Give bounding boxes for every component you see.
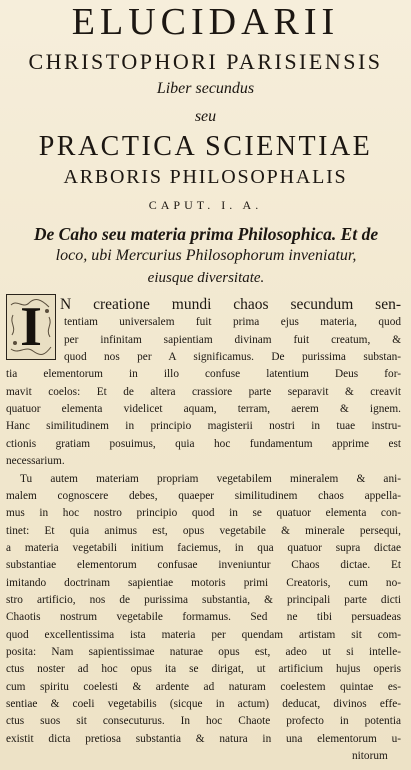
body-line: necessarium. xyxy=(6,455,65,468)
body-line: sentiae & coeli vegetabilis (sicque in actum) deducat, divinos effe- xyxy=(6,698,401,711)
body-line: Chaotis nostrum vegetabile formamus. Sed ne tibi persuadeas xyxy=(6,611,401,624)
body-line: tia elementorum in illo confuse latentium Deus for- xyxy=(6,368,401,381)
chapter-heading: CAPUT. I. A. xyxy=(148,198,263,212)
title-line-1: ELUCIDARII xyxy=(71,1,340,43)
body-line: Tu autem materiam propriam vegetabilem mineralem & ani- xyxy=(20,472,401,485)
drop-cap xyxy=(6,294,56,360)
body-line: mavit coelos: Et de altera crassiore parte separavit & creavit xyxy=(6,385,401,398)
subtitle-line-2: loco, ubi Mercurius Philosophorum inveniatur, xyxy=(55,247,357,264)
body-line: existit dicta pretiosa substantia & natura in una elementorum u- xyxy=(6,732,401,745)
body-line: posita: Nam sapientissimae naturae opus est, adeo ut si intelle- xyxy=(6,646,401,658)
body-line: stro artificio, nos de purissima substantia, & principali parte dicti xyxy=(6,593,401,606)
body-line: ctus suos sit consecuturus. In hoc Chaote profecto in potentia xyxy=(6,715,401,728)
title-line-4: ARBORIS PHILOSOPHALIS xyxy=(63,166,348,188)
body-line: N creatione mundi chaos secundum sen- xyxy=(60,296,401,313)
body-line: tinet: Et quia animus est, opus vegetabile & minerale persequi, xyxy=(6,524,401,537)
body-line: quod excellentissima ista materia per quendam artistam sit com- xyxy=(6,628,401,641)
title-line-3: PRACTICA SCIENTIAE xyxy=(38,131,373,162)
book-line: Liber secundus xyxy=(156,80,255,97)
body-line: Hanc similitudinem in principio magisterii nostri in tuae instru- xyxy=(6,420,401,433)
body-line: per infinitam sapientiam divinam fuit creatum, & xyxy=(64,333,401,346)
body-line: malem cognoscere debes, quaeper similitudinem chaos appella- xyxy=(6,489,401,502)
seu-line: seu xyxy=(194,108,217,125)
body-line: quatuor elementa videlicet aquam, terram, aerem & ignem. xyxy=(6,403,401,416)
subtitle-line-1: De Caho seu materia prima Philosophica. Et de xyxy=(33,224,379,244)
drop-cap-letter: I xyxy=(20,296,42,358)
body-line: substantiae elementorum confusae inveniuntur Chaos dictae. Et xyxy=(6,559,401,572)
subtitle-line-3: eiusque diversitate. xyxy=(147,270,265,286)
body-line: mus in hoc nostro principio quod in se quatuor elementa con- xyxy=(6,507,401,520)
body-line: ctus noster ad hoc opus ita se dirigat, ut artificium hujus operis xyxy=(6,663,401,676)
body-line: nitorum xyxy=(352,750,388,763)
body-line: ctionis gratiam posuimus, quia hoc fundamentum apprime est xyxy=(6,437,401,450)
body-line: a materia vegetabili initium faciemus, in qua quatuor supra dictae xyxy=(6,541,401,554)
body-line: cum spiritu coelesti & ardente ad naturam coelestem quintae es- xyxy=(6,680,401,693)
title-line-2: CHRISTOPHORI PARISIENSIS xyxy=(28,49,383,74)
body-line: quod nos per A significamus. De purissima substan- xyxy=(64,351,401,364)
body-line: imitando doctrinam sapientiae motoris primi Creatoris, cum no- xyxy=(6,576,401,589)
body-line: tentiam universalem fuit prima ejus materia, quod xyxy=(64,316,401,329)
